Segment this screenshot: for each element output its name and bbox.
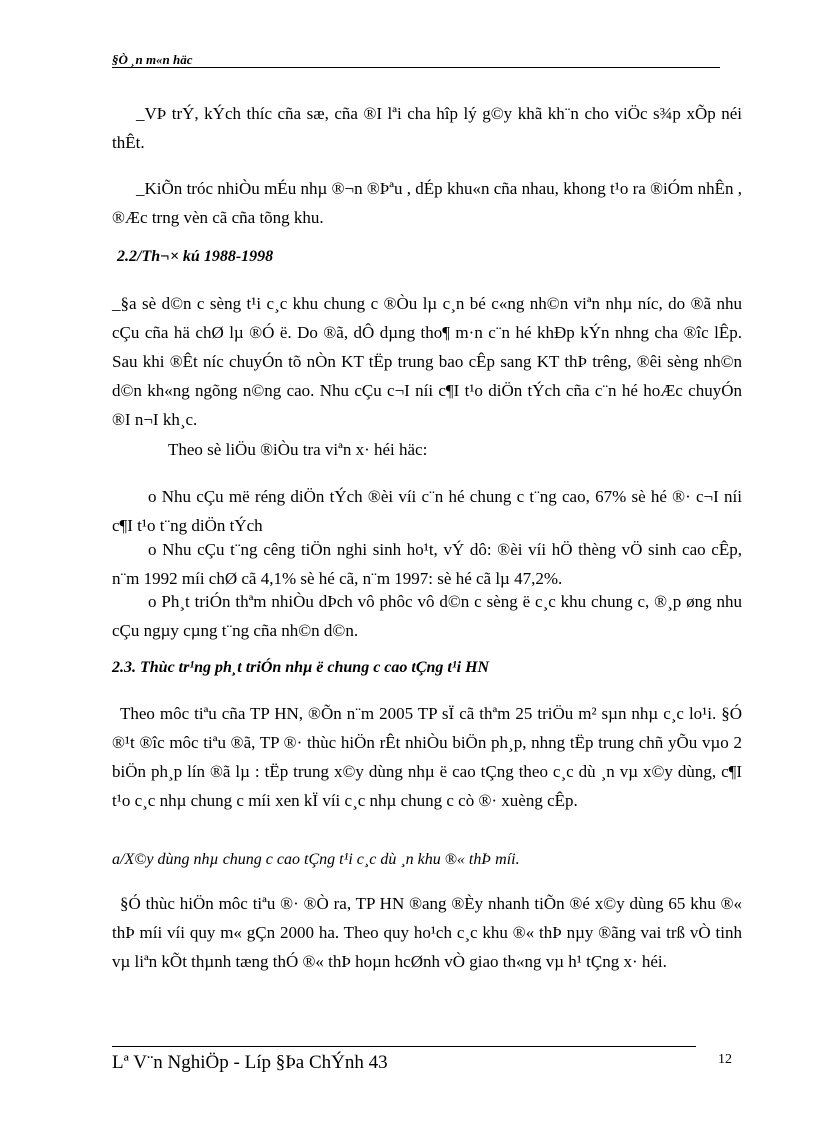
footer-author: Lª V¨n NghiÖp - Líp §Þa ChÝnh 43	[112, 1052, 388, 1073]
paragraph-architecture: _KiÕn tróc nhiÒu mÉu nhµ ®¬n ®Þªu , dÉp khu«n cña nhau, khong t¹o ra ®iÓm nhÊn , ®Æc trng vèn cã cña tõng khu.	[112, 179, 742, 227]
section-heading-2-3: 2.3. Thùc tr¹ng ph¸t triÓn nhµ ë chung c cao tÇng t¹i HN	[112, 659, 490, 676]
bullet-services: o Ph¸t triÓn thªm nhiÒu dÞch vô phôc vô d©n c sèng ë c¸c khu chung c, ®¸p øng nhu cÇu ngµy cµng t¨ng cña nh©n d©n.	[112, 592, 742, 640]
paragraph-city-goal: Theo môc tiªu cña TP HN, ®Õn n¨m 2005 TP sÏ cã thªm 25 triÖu m² sµn nhµ c¸c lo¹i. §Ó ®¹t ®îc môc tiªu ®ã, TP ®· thùc hiÖn rÊt nhiÒu biÖn ph¸p, nhng tËp trung chñ yÕu vµo 2 biÖn ph¸p lín ®ã lµ : tËp trung x©y dùng nhµ ë cao tÇng theo c¸c dù ¸n vµ x©y dùng, c¶I t¹o c¸c nhµ chung c míi xen kÏ víi c¸c nhµ chung c cò ®· xuèng cÊp.	[112, 704, 742, 810]
paragraph-window-position: _VÞ trÝ, kÝch thíc cña sæ, cña ®I lªi cha hîp lý g©y khã kh¨n cho viÖc s¾p xÕp néi thÊt.	[112, 104, 742, 152]
bullet-expand-area: o Nhu cÇu më réng diÖn tÝch ®èi víi c¨n hé chung c t¨ng cao, 67% sè hé ®· c¬I níi c¶I t¹o t¨ng diÖn tÝch	[112, 487, 742, 535]
subheading-a: a/X©y dùng nhµ chung c cao tÇng t¹i c¸c dù ¸n khu ®« thÞ míi.	[112, 851, 520, 868]
page-number: 12	[718, 1052, 732, 1067]
section-heading-2-2: 2.2/Th¬× kú 1988-1998	[117, 248, 274, 265]
paragraph-residents: _§a sè d©n c sèng t¹i c¸c khu chung c ®Òu lµ c¸n bé c«ng nh©n viªn nhµ níc, do ®ã nhu cÇu cña hä chØ lµ ®Ó ë. Do ®ã, dÔ dµng tho¶ m·n c¨n hé khÐp kÝn nhng cha ®îc lÊp. Sau khi ®Êt níc chuyÓn tõ nÒn KT tËp trung bao cÊp sang KT thÞ trêng, ®êi sèng nh©n d©n kh«ng ngõng n©ng cao. Nhu cÇu c¬I níi c¶I t¹o diÖn tÝch cña c¨n hé hoÆc chuyÓn ®I n¬I kh¸c.	[112, 294, 742, 429]
footer-divider	[112, 1046, 696, 1047]
bullet-amenities: o Nhu cÇu t¨ng cêng tiÖn nghi sinh ho¹t, vÝ dô: ®èi víi hÖ thèng vÖ sinh cao cÊp, n¨m 1992 míi chØ cã 4,1% sè hé cã, n¨m 1997: sè hé cã lµ 47,2%.	[112, 540, 742, 588]
header-divider	[112, 67, 720, 68]
header-title: §Ò ¸n m«n häc	[112, 52, 193, 67]
paragraph-survey-intro: Theo sè liÖu ®iÒu tra viªn x· héi häc:	[168, 440, 428, 459]
paragraph-urban-areas: §Ó thùc hiÖn môc tiªu ®· ®Ò ra, TP HN ®ang ®Èy nhanh tiÕn ®é x©y dùng 65 khu ®« thÞ míi víi quy m« gÇn 2000 ha. Theo quy ho¹ch c¸c khu ®« thÞ nµy ®ãng vai trß vÒ tinh vµ liªn kÕt thµnh tæng thÓ ®« thÞ hoµn hcØnh vÒ giao th«ng vµ h¹ tÇng x· héi.	[112, 894, 742, 971]
